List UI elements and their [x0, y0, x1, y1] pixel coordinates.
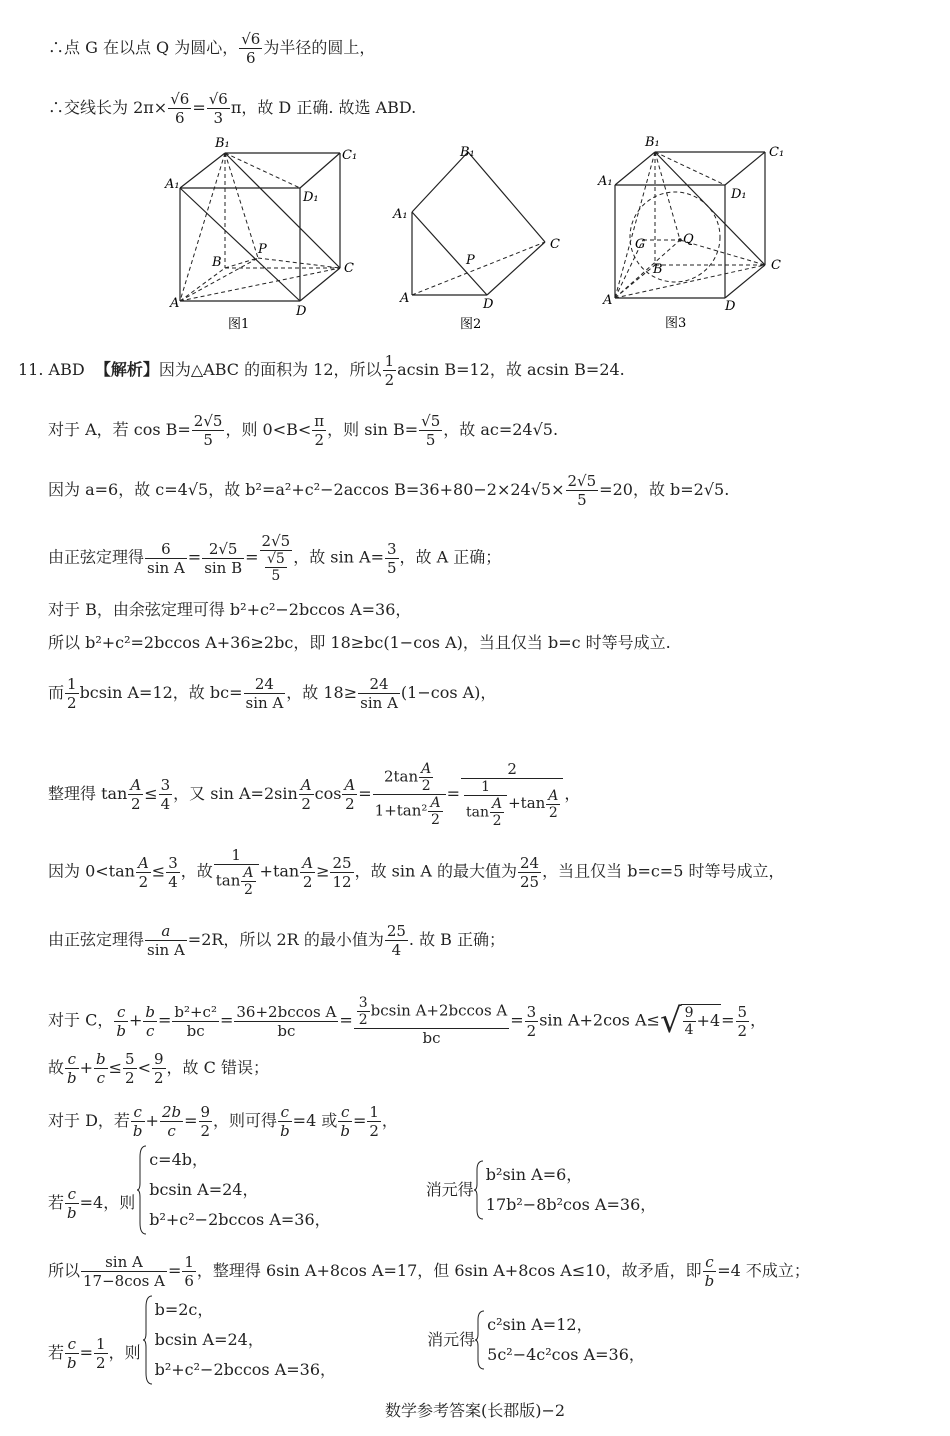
- label-A: A: [603, 293, 613, 308]
- q11-d-line-4: 若 $\frac{c}{b}$ = $\frac{1}{2}$ ，则 b=2c， bcsin A=24， b²+c²−2bccos A=36， 消元得 c²sin A=12， 5c²−4c²cos A=36，: [48, 1295, 645, 1385]
- q11-b-line-3: 而 $\frac{1}{2}$ bcsin A=12，故 bc= $\frac{24}{\text{sin A}}$ ，故 18≥ $\frac{24}{\text{sin A}}$ (1−cos A)，: [48, 675, 497, 712]
- label-P: P: [466, 253, 475, 268]
- q11-a-line-1: 对于 A，若 cos B= $\frac{2√5}{5}$ ，则 0<B< $\frac{\pi}{2}$ ，则 sin B= $\frac{√5}{5}$ ，故 ac=24√5.: [48, 412, 559, 449]
- figure-1: [160, 133, 365, 333]
- label-C: C: [550, 237, 560, 252]
- q11-b-line-5: 因为 0<tan $\frac{A}{2}$ ≤ $\frac{3}{4}$ ，故 1 tan $\frac{A}{2}$ +tan $\frac{A}{2}$ ≥ $\frac{25}{12}$ ，故 sin A 的最大值为 $\frac{24}{25}$ ，当且仅当 b=c=5 时等号成立，: [48, 846, 785, 898]
- label-D1: D₁: [731, 187, 747, 202]
- label-A: A: [400, 291, 410, 306]
- label-A: A: [170, 296, 180, 311]
- label-B1: B₁: [645, 135, 660, 150]
- q11-b-line-6: 由正弦定理得 $\frac{a}{\text{sin A}}$ =2R，所以 2R 的最小值为 $\frac{25}{4}$ . 故 B 正确；: [48, 922, 506, 959]
- label-C: C: [771, 258, 781, 273]
- intro-line-1: ∴点 G 在以点 Q 为圆心， $\frac{√6}{6}$ 为半径的圆上，: [48, 30, 376, 67]
- figure-2: [390, 140, 580, 335]
- label-C1: C₁: [342, 148, 358, 163]
- q11-a-line-2: 因为 a=6，故 c=4√5，故 b²=a²+c²−2accos B=36+80−2×24√5× $\frac{2√5}{5}$ =20，故 b=2√5.: [48, 472, 730, 509]
- label-B: B: [212, 255, 222, 270]
- label-Q: Q: [683, 232, 694, 247]
- figure-1-caption: 图1: [228, 317, 250, 332]
- page-footer: 数学参考答案(长郡版)−2: [384, 1401, 566, 1420]
- label-B1: B₁: [215, 136, 230, 151]
- system-1: c=4b， bcsin A=24， b²+c²−2bccos A=36，: [137, 1145, 330, 1235]
- q11-b-line-4: 整理得 tan $\frac{A}{2}$ ≤ $\frac{3}{4}$ ，又 sin A=2sin $\frac{A}{2}$ cos $\frac{A}{2}$ = 2tan $\frac{A}{2}$ 1+tan² $\frac{A}{2}$ = 2 1 tan $\frac{A}{2}$ +tan $\frac{A}{2}$ ，: [48, 760, 581, 829]
- label-A1: A₁: [165, 177, 180, 192]
- system-2: b²sin A=6， 17b²−8b²cos A=36，: [474, 1160, 656, 1220]
- q11-d-line-2: 若 $\frac{c}{b}$ =4，则 c=4b， bcsin A=24， b²+c²−2bccos A=36， 消元得 b²sin A=6， 17b²−8b²cos A=36，: [48, 1145, 656, 1235]
- intro-line-2: ∴交线长为 2π× $\frac{√6}{6}$ = $\frac{√6}{3}$ π，故 D 正确. 故选 ABD.: [48, 90, 417, 127]
- figure-3: [595, 130, 810, 335]
- label-A1: A₁: [393, 207, 408, 222]
- label-B: B: [653, 262, 663, 277]
- q11-d-line-3: 所以 $\frac{\text{sin A}}{\text{17−8cos A}}$ = $\frac{1}{6}$ ，整理得 6sin A+8cos A=17，但 6sin A+8cos A≤10，故矛盾，即 $\frac{c}{b}$ =4 不成立；: [48, 1253, 810, 1290]
- q11-c-line-1: 对于 C， $\frac{c}{b}$ + $\frac{b}{c}$ = $\frac{\text{b²+c²}}{bc}$ = $\frac{\text{36+2bccos A}}{bc}$ = $\frac{3}{2}$ bcsin A+2bccos A bc = $\frac{3}{2}$ sin A+2cos A≤√ $\frac{9}{4}$ +4= $\frac{5}{2}$ ，: [48, 995, 767, 1047]
- q11-b-line-2: 所以 b²+c²=2bccos A+36≥2bc，即 18≥bc(1−cos A)，当且仅当 b=c 时等号成立.: [48, 633, 671, 652]
- q11-header: 11. ABD 【解析】因为△ABC 的面积为 12，所以 $\frac{1}{2}$ acsin B=12，故 acsin B=24.: [18, 352, 625, 389]
- figure-3-caption: 图3: [665, 316, 687, 331]
- label-D: D: [296, 304, 307, 319]
- label-B1: B₁: [460, 145, 475, 160]
- q11-d-line-1: 对于 D，若 $\frac{c}{b}$ + $\frac{2b}{c}$ = $\frac{9}{2}$ ，则可得 $\frac{c}{b}$ =4 或 $\frac{c}{b}$ = $\frac{1}{2}$ ，: [48, 1103, 398, 1140]
- label-C1: C₁: [769, 145, 785, 160]
- label-C: C: [344, 261, 354, 276]
- q11-c-line-2: 故 $\frac{c}{b}$ + $\frac{b}{c}$ ≤ $\frac{5}{2}$ < $\frac{9}{2}$ ，故 C 错误；: [48, 1050, 269, 1087]
- figure-2-caption: 图2: [460, 317, 482, 332]
- q11-b-line-1: 对于 B，由余弦定理可得 b²+c²−2bccos A=36，: [48, 600, 412, 619]
- label-D: D: [483, 297, 494, 312]
- label-G: G: [635, 237, 646, 252]
- system-3: b=2c， bcsin A=24， b²+c²−2bccos A=36，: [143, 1295, 336, 1385]
- system-4: c²sin A=12， 5c²−4c²cos A=36，: [475, 1310, 645, 1370]
- label-D1: D₁: [303, 190, 319, 205]
- label-A1: A₁: [598, 174, 613, 189]
- label-P: P: [258, 242, 267, 257]
- q11-a-line-3: 由正弦定理得 $\frac{6}{\text{sin A}}$ = $\frac{2√5}{\text{sin B}}$ = $\frac{2√5}{\frac{√5}{5}}$ ，故 sin A= $\frac{3}{5}$ ，故 A 正确；: [48, 532, 502, 584]
- label-D: D: [725, 299, 736, 314]
